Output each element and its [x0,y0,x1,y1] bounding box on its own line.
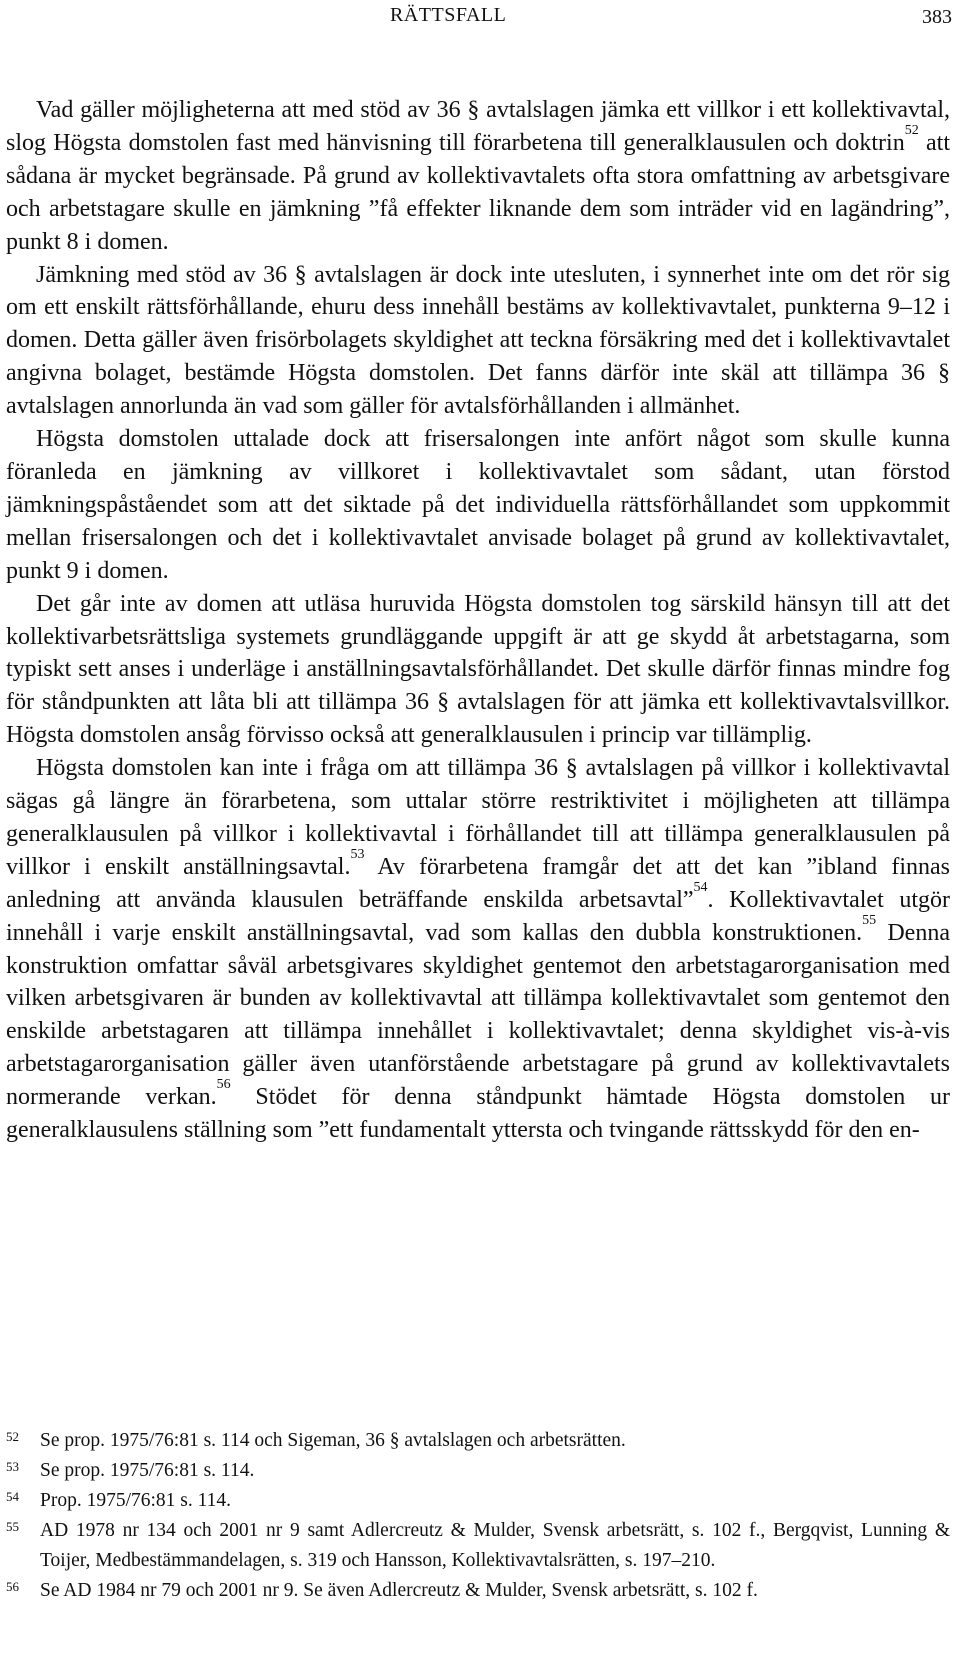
paragraph-text: Av förarbetena framgår det att det kan ”ibland finnas anledning att använda klausulen beträffande enskilda arbetsavtal” [6,853,950,913]
footnote-ref-52: 52 [904,122,919,138]
footnote-ref-55: 55 [862,912,877,928]
paragraph-1 [6,94,950,259]
footnote-number: 56 [6,1579,19,1594]
footnote-54 [6,1486,950,1516]
paragraph-text: Stödet för denna ståndpunkt hämtade Högsta domstolen ur generalklausulens ställning som ”ett fundamentalt yttersta och tvingande rättsskydd för den en- [6,1084,950,1144]
footnote-number: 54 [6,1489,19,1504]
footnote-number: 55 [6,1519,19,1534]
footnotes [6,1426,950,1606]
running-title: RÄTTSFALL [390,4,507,26]
page-number: 383 [922,6,952,28]
footnote-ref-54: 54 [693,879,708,895]
paragraph-3: Högsta domstolen uttalade dock att frisersalongen inte anfört något som skulle kunna föranleda en jämkning av villkoret i kollektivavtalet som sådant, utan förstod jämkningspåståendet som att det siktade på det individuella rättsförhållandet som uppkommit mellan frisersalongen och det i kollektivavtalet anvisade bolaget på grund av kollektivavtalet, punkt 9 i domen. [6,426,950,584]
footnote-text: AD 1978 nr 134 och 2001 nr 9 samt Adlercreutz & Mulder, Svensk arbetsrätt, s. 102 f., Bergqvist, Lunning & Toijer, Medbestämmandelagen, s. 319 och Hansson, Kollektivavtalsrätten, s. 197–210. [40,1520,950,1571]
footnote-ref-56: 56 [216,1077,231,1093]
paragraph-4: Det går inte av domen att utläsa huruvida Högsta domstolen tog särskild hänsyn till att det kollektivarbetsrättsliga systemets grundläggande uppgift är att ge skydd åt arbetstagarna, som typiskt sett anses i underläge i anställningsavtalsförhållandet. Det skulle därför finnas mindre fog för ståndpunkten att låta bli att tillämpa 36 § avtalslagen för att jämka ett kollektivavtalsvillkor. Högsta domstolen ansåg förvisso också att generalklausulen i princip var tillämplig. [6,590,950,749]
running-header [0,4,960,38]
footnote-52 [6,1426,950,1456]
footnote-text: Se prop. 1975/76:81 s. 114. [40,1460,255,1481]
paragraph-2: Jämkning med stöd av 36 § avtalslagen är dock inte utesluten, i synnerhet inte om det rör sig om ett enskilt rättsförhållande, ehuru dess innehåll bestäms av kollektivavtalet, punkterna 9–12 i domen. Detta gäller även frisörbolagets skyldighet att teckna försäkring med det i kollektivavtalet angivna bolaget, bestämde Högsta domstolen. Det fanns därför inte skäl att tillämpa 36 § avtalslagen annorlunda än vad som gäller för avtalsförhållanden i allmänhet. [6,261,950,420]
footnote-56 [6,1576,950,1606]
paragraph-text: Högsta domstolen kan inte i fråga om att tillämpa 36 § avtalslagen på villkor i kollektivavtal sägas gå längre än förarbetena, som uttalar större restriktivitet i möjligheten att tillämpa generalklausulen på villkor i kollektivavtal i förhållandet till att tillämpa generalklausulen på villkor i enskilt anställningsavtal. [6,755,950,880]
footnote-number: 53 [6,1459,19,1474]
paragraph-text: Denna konstruktion omfattar såväl arbetsgivares skyldighet gentemot den arbetstagarorganisation med vilken arbetsgivaren är bunden av kollektivavtal att tillämpa kollektivavtalet som gentemot den enskilde arbetstagaren att tillämpa innehållet i kollektivavtalet; denna skyldighet vis-à-vis arbetstagarorganisation gäller även utanförstående arbetstagare på grund av kollektivavtalets normerande verkan. [6,919,950,1111]
paragraph-5 [6,752,950,1147]
footnote-53 [6,1456,950,1486]
paragraph-text: Vad gäller möjligheterna att med stöd av 36 § avtalslagen jämka ett villkor i ett kollektivavtal, slog Högsta domstolen fast med hänvisning till förarbetena till generalklausulen och doktrin [6,97,950,156]
footnote-text: Se AD 1984 nr 79 och 2001 nr 9. Se även Adlercreutz & Mulder, Svensk arbetsrätt, s. 102 f. [40,1580,758,1601]
footnote-text: Prop. 1975/76:81 s. 114. [40,1490,232,1511]
footnote-text: Se prop. 1975/76:81 s. 114 och Sigeman, 36 § avtalslagen och arbetsrätten. [40,1430,626,1451]
footnote-55 [6,1516,950,1576]
footnote-ref-53: 53 [350,846,365,862]
body-text [6,94,950,1147]
paragraph-text: . Kollektivavtalet utgör innehåll i varje enskilt anställningsavtal, vad som kallas den dubbla konstruktionen. [6,886,950,946]
paragraph-text: att sådana är mycket begränsade. På grund av kollektivavtalets ofta stora omfattning av arbetsgivare och arbetstagare skulle en jämkning ”få effekter liknande dem som inträder vid en lagändring”, punkt 8 i domen. [6,129,950,255]
footnote-number: 52 [6,1429,19,1444]
